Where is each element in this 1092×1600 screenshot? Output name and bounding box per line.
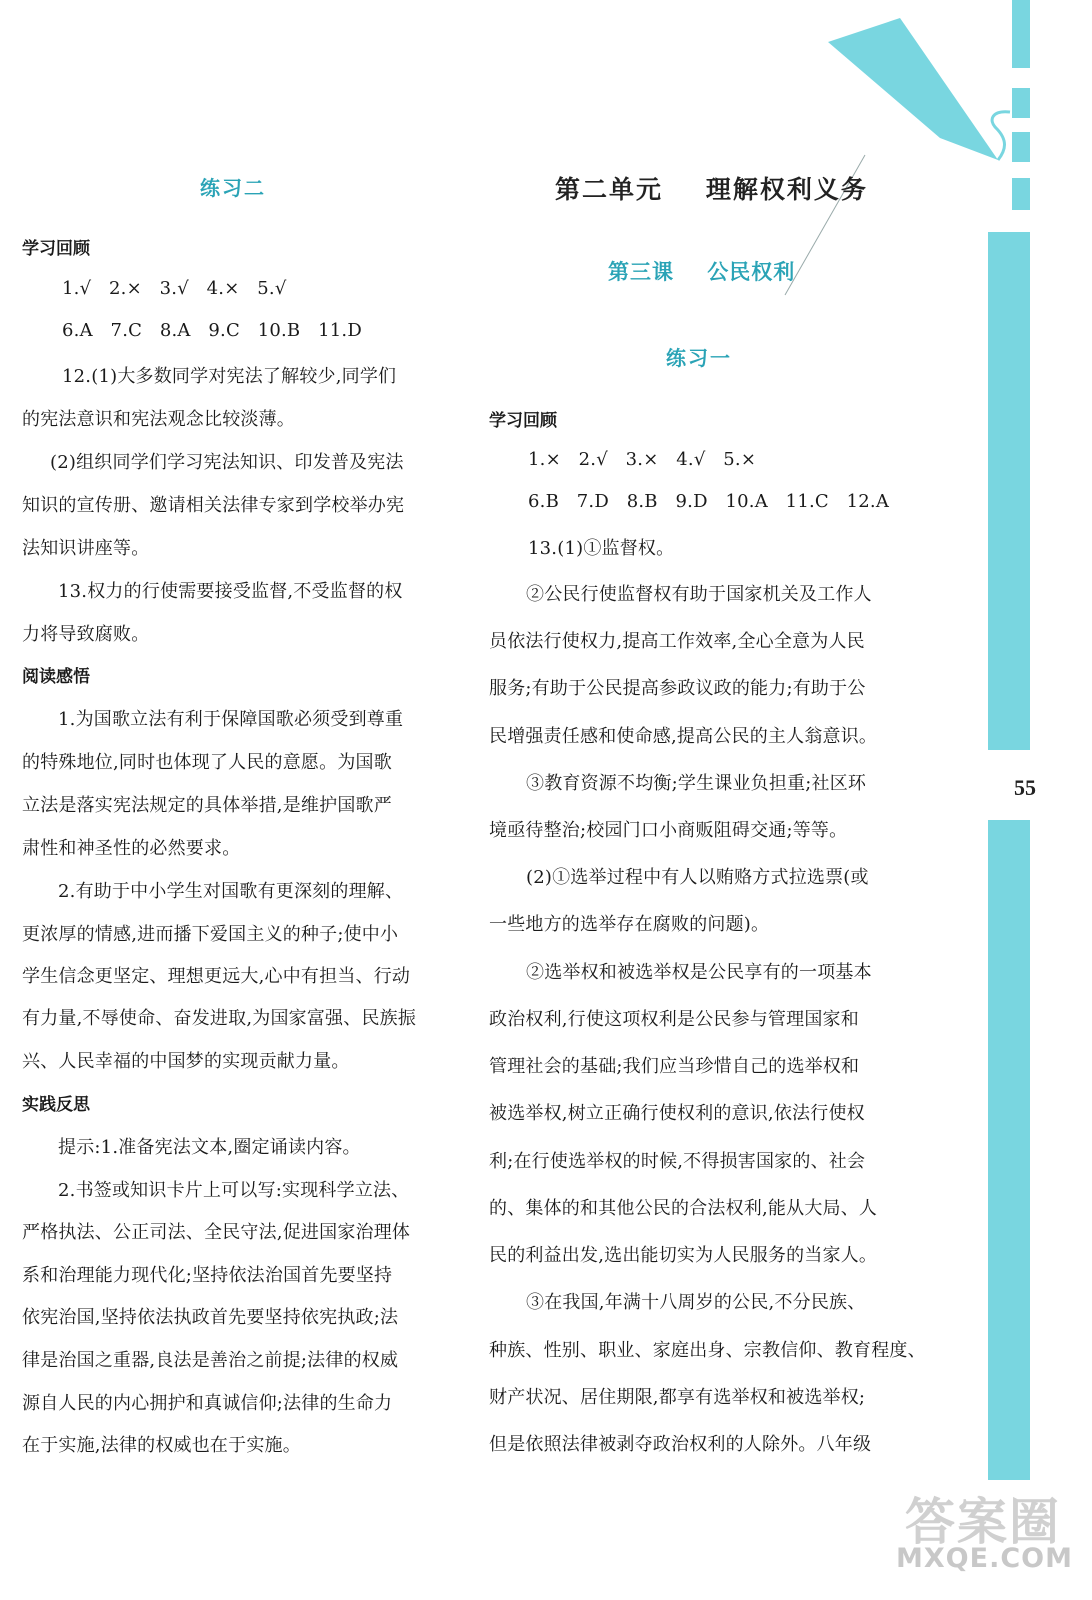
answer-line: 系和治理能力现代化;坚持依法治国首先要坚持	[22, 1265, 393, 1286]
left-heading-review: 学习回顾	[22, 239, 90, 259]
answer-line: ③教育资源不均衡;学生课业负担重;社区环	[526, 773, 867, 794]
answer-line: 1.为国歌立法有利于保障国歌必须受到尊重	[58, 709, 404, 730]
answer-line: 源自人民的内心拥护和真诚信仰;法律的生命力	[22, 1393, 393, 1414]
answer-line: 13.权力的行使需要接受监督,不受监督的权	[58, 581, 403, 602]
answer-line: 1.√ 2.× 3.√ 4.× 5.√	[62, 278, 287, 299]
left-heading-practice: 实践反思	[22, 1095, 90, 1115]
answer-line: 6.A 7.C 8.A 9.C 10.B 11.D	[62, 320, 362, 341]
left-exercise-title: 练习二	[200, 176, 266, 200]
answer-line: 但是依照法律被剥夺政治权利的人除外。八年级	[489, 1434, 872, 1455]
answer-line: 民增强责任感和使命感,提高公民的主人翁意识。	[489, 726, 878, 747]
watermark-url: MXQE.COM	[896, 1543, 1073, 1574]
answer-line: 律是治国之重器,良法是善治之前提;法律的权威	[22, 1350, 399, 1371]
answer-line: 一些地方的选举存在腐败的问题)。	[489, 914, 770, 935]
answer-line: 民的利益出发,选出能切实为人民服务的当家人。	[489, 1245, 878, 1266]
answer-line: 知识的宣传册、邀请相关法律专家到学校举办宪	[22, 495, 405, 516]
left-heading-reading: 阅读感悟	[22, 667, 90, 687]
answer-line: ②公民行使监督权有助于国家机关及工作人	[526, 584, 872, 605]
strip-main-lower	[988, 820, 1030, 1480]
answer-line: (2)组织同学们学习宪法知识、印发普及宪法	[50, 452, 404, 473]
answer-line: 的特殊地位,同时也体现了人民的意愿。为国歌	[22, 752, 392, 773]
answer-line: 12.(1)大多数同学对宪法了解较少,同学们	[62, 366, 397, 387]
answer-line: (2)①选举过程中有人以贿赂方式拉选票(或	[526, 867, 869, 888]
answer-line: 肃性和神圣性的必然要求。	[22, 838, 241, 859]
answer-line: ②选举权和被选举权是公民享有的一项基本	[526, 962, 872, 983]
answer-line: 提示:1.准备宪法文本,圈定诵读内容。	[58, 1137, 361, 1158]
answer-line: 2.书签或知识卡片上可以写:实现科学立法、	[58, 1180, 410, 1201]
answer-line: 的、集体的和其他公民的合法权利,能从大局、人	[489, 1198, 878, 1219]
answer-line: 学生信念更坚定、理想更远大,心中有担当、行动	[22, 966, 411, 987]
answer-line: 被选举权,树立正确行使权利的意识,依法行使权	[489, 1103, 865, 1124]
answer-line: 法知识讲座等。	[22, 538, 150, 559]
answer-line: 服务;有助于公民提高参政议政的能力;有助于公	[489, 678, 866, 699]
right-exercise-title: 练习一	[666, 346, 732, 370]
answer-line: 1.× 2.√ 3.× 4.√ 5.×	[528, 449, 757, 470]
answer-line: 更浓厚的情感,进而播下爱国主义的种子;使中小	[22, 924, 399, 945]
right-heading-review: 学习回顾	[489, 411, 557, 431]
answer-line: 种族、性别、职业、家庭出身、宗教信仰、教育程度、	[489, 1340, 926, 1361]
answer-line: 境亟待整治;校园门口小商贩阻碍交通;等等。	[489, 820, 848, 841]
answer-line: 政治权利,行使这项权利是公民参与管理国家和	[489, 1009, 859, 1030]
answer-line: 财产状况、居住期限,都享有选举权和被选举权;	[489, 1387, 866, 1408]
answer-line: 员依法行使权力,提高工作效率,全心全意为人民	[489, 631, 865, 652]
answer-line: 2.有助于中小学生对国歌有更深刻的理解、	[58, 881, 404, 902]
answer-line: 管理社会的基础;我们应当珍惜自己的选举权和	[489, 1056, 860, 1077]
lesson-title: 第三课 公民权利	[608, 260, 796, 284]
answer-line: 6.B 7.D 8.B 9.D 10.A 11.C 12.A	[528, 491, 890, 512]
unit-title: 第二单元 理解权利义务	[555, 175, 868, 204]
answer-line: 依宪治国,坚持依法执政首先要坚持依宪执政;法	[22, 1307, 399, 1328]
answer-line: 力将导致腐败。	[22, 624, 150, 645]
answer-line: ③在我国,年满十八周岁的公民,不分民族、	[526, 1292, 866, 1313]
answer-line: 13.(1)①监督权。	[528, 538, 675, 559]
kite-graphic	[820, 0, 1020, 170]
answer-line: 有力量,不辱使命、奋发进取,为国家富强、民族振	[22, 1008, 417, 1029]
answer-line: 立法是落实宪法规定的具体举措,是维护国歌严	[22, 795, 392, 816]
strip-top-4	[1012, 178, 1030, 210]
page-number: 55	[1014, 775, 1036, 800]
strip-main-upper	[988, 232, 1030, 750]
answer-line: 利;在行使选举权的时候,不得损害国家的、社会	[489, 1151, 866, 1172]
answer-line: 兴、人民幸福的中国梦的实现贡献力量。	[22, 1051, 350, 1072]
answer-line: 严格执法、公正司法、全民守法,促进国家治理体	[22, 1222, 411, 1243]
answer-line: 在于实施,法律的权威也在于实施。	[22, 1435, 301, 1456]
watermark-logo: 答案圈	[905, 1493, 1061, 1551]
answer-line: 的宪法意识和宪法观念比较淡薄。	[22, 409, 295, 430]
